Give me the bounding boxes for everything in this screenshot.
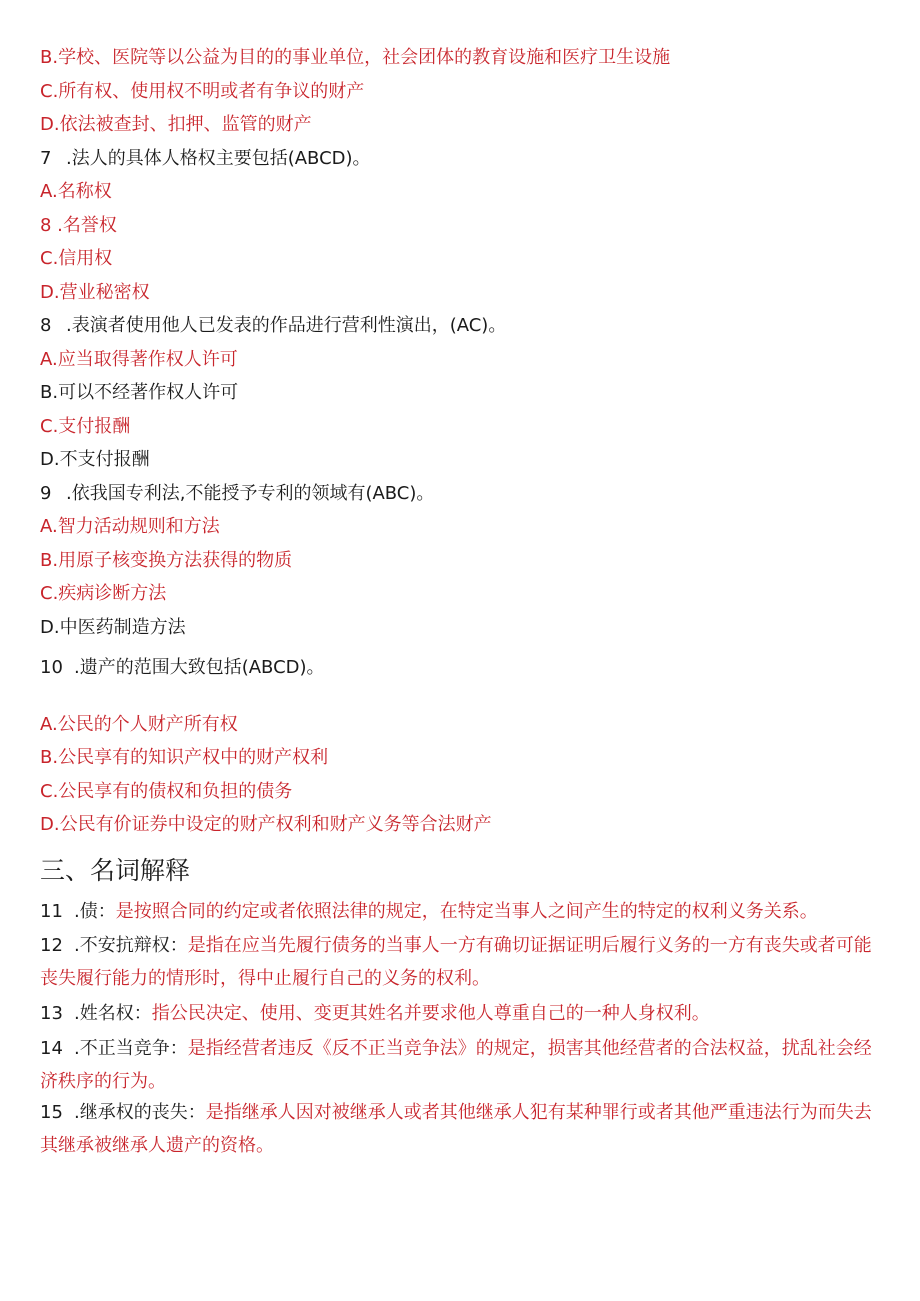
term-11 — [40, 895, 885, 928]
q7-option-c: C.信用权 — [40, 248, 113, 269]
q6-option-c: C.所有权、使用权不明或者有争议的财产 — [40, 81, 365, 102]
term-name: .债： — [74, 901, 116, 922]
q10-number: 10 — [40, 657, 63, 678]
q7-stem-text: .法人的具体人格权主要包括(ABCD)。 — [66, 148, 371, 169]
term-name: .不安抗辩权： — [74, 935, 188, 956]
term-number: 15 — [40, 1102, 63, 1123]
q7-option-a: A.名称权 — [40, 181, 112, 202]
q9-option-a: A.智力活动规则和方法 — [40, 516, 220, 537]
q10-option-b: B.公民享有的知识产权中的财产权利 — [40, 747, 329, 768]
term-number: 12 — [40, 935, 63, 956]
q8-option-b: B.可以不经著作权人许可 — [40, 382, 239, 403]
q7-number: 7 — [40, 148, 52, 169]
q9-stem-text: .依我国专利法,不能授予专利的领域有(ABC)。 — [66, 483, 435, 504]
q10-option-c: C.公民享有的债权和负担的债务 — [40, 781, 293, 802]
term-name: .继承权的丧失： — [74, 1102, 206, 1123]
term-13 — [40, 997, 885, 1030]
q6-option-b: B.学校、医院等以公益为目的的事业单位，社会团体的教育设施和医疗卫生设施 — [40, 47, 671, 68]
term-name: .姓名权： — [74, 1003, 152, 1024]
section-heading: 三、名词解释 — [40, 856, 191, 885]
q8-option-c: C.支付报酬 — [40, 416, 131, 437]
q8-option-a: A.应当取得著作权人许可 — [40, 349, 238, 370]
term-definition: 是指在应当先履行债务的当事人一方有确切证据证明后履行义务的一方有丧失或者可能丧失履行能力的情形时，得中止履行自己的义务的权利。 — [40, 935, 872, 989]
term-name: .不正当竞争： — [74, 1038, 188, 1059]
term-number: 13 — [40, 1003, 63, 1024]
term-number: 14 — [40, 1038, 63, 1059]
term-14 — [40, 1032, 885, 1098]
term-number: 11 — [40, 901, 63, 922]
q9-option-b: B.用原子核变换方法获得的物质 — [40, 550, 293, 571]
q8-number: 8 — [40, 315, 52, 336]
q8-option-d: D.不支付报酬 — [40, 449, 150, 470]
q9-option-c: C.疾病诊断方法 — [40, 583, 167, 604]
term-12 — [40, 929, 885, 995]
q7-option-d: D.营业秘密权 — [40, 282, 150, 303]
q9-option-d: D.中医药制造方法 — [40, 617, 186, 638]
q7-option-b: 8 .名誉权 — [40, 215, 117, 236]
q10-option-d: D.公民有价证券中设定的财产权利和财产义务等合法财产 — [40, 814, 492, 835]
q10-option-a: A.公民的个人财产所有权 — [40, 714, 238, 735]
term-15 — [40, 1096, 885, 1162]
q7-stem — [40, 147, 371, 171]
term-definition: 是指继承人因对被继承人或者其他继承人犯有某种罪行或者其他严重违法行为而失去其继承被继承人遗产的资格。 — [40, 1102, 872, 1156]
q6-option-d: D.依法被查封、扣押、监管的财产 — [40, 114, 312, 135]
term-definition: 是指经营者违反《反不正当竞争法》的规定，损害其他经营者的合法权益，扰乱社会经济秩序的行为。 — [40, 1038, 872, 1092]
q9-stem — [40, 482, 434, 506]
q9-number: 9 — [40, 483, 52, 504]
q8-stem-text: .表演者使用他人已发表的作品进行营利性演出，(AC)。 — [66, 315, 507, 336]
term-definition: 是按照合同的约定或者依照法律的规定，在特定当事人之间产生的特定的权利义务关系。 — [115, 901, 818, 922]
q10-stem-text: .遗产的范围大致包括(ABCD)。 — [74, 657, 325, 678]
q8-stem — [40, 314, 506, 338]
term-definition: 指公民决定、使用、变更其姓名并要求他人尊重自己的一种人身权利。 — [151, 1003, 710, 1024]
q10-stem — [40, 656, 325, 680]
